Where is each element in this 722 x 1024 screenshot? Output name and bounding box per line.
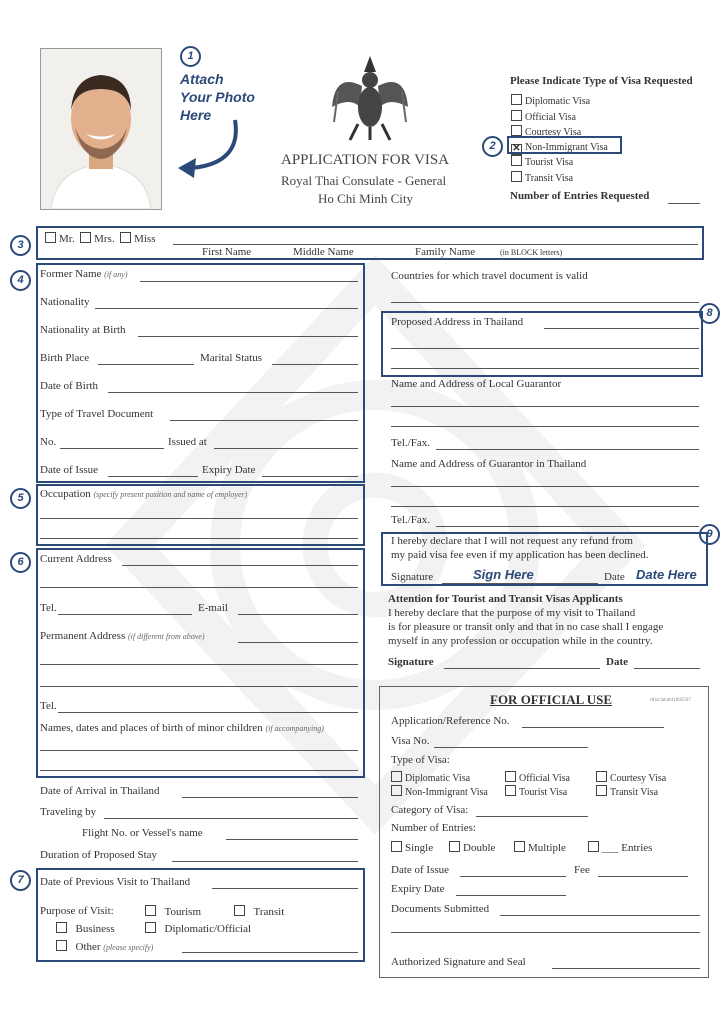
family-name-label: Family Name [415,246,476,258]
step-2-badge: 2 [482,136,503,157]
photo-hint-text: Attach Your Photo Here [180,71,255,123]
category-field[interactable] [476,816,588,817]
attention-date-field[interactable] [634,668,700,669]
visa-option-tourist[interactable]: Tourist Visa [511,155,608,171]
fee-label: Fee [574,864,590,876]
official-type-label: Type of Visa: [391,754,450,766]
official-courtesy-checkbox[interactable]: Courtesy Visa [596,771,666,784]
documents-label: Documents Submitted [391,903,490,915]
category-label: Category of Visa: [391,804,469,816]
official-use-heading: FOR OFFICIAL USE [490,692,613,707]
thai-guarantor-tel-field[interactable] [436,526,699,527]
entries-requested-field[interactable] [668,203,700,204]
children-note: (if accompanying) [265,724,324,733]
expiry-date-field[interactable] [262,476,358,477]
consulate-city: Ho Chi Minh City [318,191,413,206]
documents-field-2[interactable] [391,932,700,933]
date-of-issue-field[interactable] [108,476,198,477]
garuda-emblem-icon [330,52,410,142]
former-name-label: Former Name [40,268,102,280]
official-entries-label: Number of Entries: [391,822,476,834]
traveling-by-field[interactable] [104,818,358,819]
proposed-address-field-3[interactable] [391,368,699,369]
visa-no-label: Visa No. [391,735,430,747]
arrival-date-field[interactable] [182,797,358,798]
permanent-address-field-3[interactable] [40,686,358,687]
attention-signature-label: Signature [388,656,434,668]
dob-field[interactable] [108,392,358,393]
nationality-label: Nationality [40,296,90,308]
official-official-checkbox[interactable]: Official Visa [505,771,570,784]
traveling-by-label: Traveling by [40,806,97,818]
form-title: APPLICATION FOR VISA [281,152,450,168]
block-letters-note: (in BLOCK letters) [500,248,563,257]
permanent-address-field-2[interactable] [40,664,358,665]
selected-visa-highlight [507,136,622,154]
thai-guarantor-field-2[interactable] [391,506,699,507]
permanent-tel-field[interactable] [58,712,358,713]
marital-status-label: Marital Status [200,352,263,364]
nationality-at-birth-label: Nationality at Birth [40,324,126,336]
tel-label: Tel. [40,602,57,614]
official-expiry-label: Expiry Date [391,883,445,895]
marital-status-field[interactable] [272,364,358,365]
visa-option-courtesy[interactable]: Courtesy Visa [511,125,608,141]
step-3-badge: 3 [10,235,31,256]
declaration-line-2: my paid visa fee even if my application has been declined. [391,549,649,561]
birth-place-field[interactable] [98,364,194,365]
title-options [45,232,155,245]
official-non-immigrant-checkbox[interactable]: Non-Immigrant Visa [391,785,488,798]
arrival-date-label: Date of Arrival in Thailand [40,785,160,797]
full-name-field[interactable] [173,244,698,245]
title-miss-checkbox[interactable]: Miss [120,233,155,245]
purpose-diplomatic-checkbox[interactable]: Diplomatic/Official [145,922,251,935]
permanent-tel-label: Tel. [40,700,57,712]
proposed-address-field-2[interactable] [391,348,699,349]
declaration-line-1: I hereby declare that I will not request any refund from [391,535,633,547]
entries-requested-label: Number of Entries Requested [510,190,650,202]
entries-multiple-checkbox[interactable]: Multiple [514,841,566,854]
previous-visit-label: Date of Previous Visit to Thailand [40,876,191,888]
step-7-badge: 7 [10,870,31,891]
previous-visit-field[interactable] [212,888,358,889]
ref-no-label: Application/Reference No. [391,715,510,727]
visa-option-diplomatic[interactable]: Diplomatic Visa [511,94,608,110]
official-date-issue-field[interactable] [460,876,566,877]
declaration-date-label: Date [604,571,625,583]
children-label: Names, dates and places of birth of minor children [40,722,263,734]
authorized-signature-field[interactable] [552,968,700,969]
authorized-signature-label: Authorized Signature and Seal [391,956,526,968]
step-1-badge: 1 [180,46,201,67]
visa-type-heading: Please Indicate Type of Visa Requested [510,75,693,87]
purpose-other-field[interactable] [182,952,358,953]
declaration-signature-field[interactable] [442,583,598,584]
step-4-badge: 4 [10,270,31,291]
flight-no-field[interactable] [226,839,358,840]
dob-label: Date of Birth [40,380,99,392]
travel-doc-label: Type of Travel Document [40,408,154,420]
issued-at-field[interactable] [214,448,358,449]
title-mr-checkbox[interactable]: Mr. [45,233,75,245]
permanent-address-field-1[interactable] [238,642,358,643]
countries-label: Countries for which travel document is valid [391,270,588,282]
local-guarantor-field-1[interactable] [391,406,699,407]
former-name-field[interactable] [140,281,358,282]
duration-label: Duration of Proposed Stay [40,849,158,861]
visa-option-non-immigrant[interactable]: ✕ Non-Immigrant Visa [512,141,608,154]
title-mrs-checkbox[interactable]: Mrs. [80,233,114,245]
flight-no-label: Flight No. or Vessel's name [82,827,203,839]
visa-no-field[interactable] [434,747,588,748]
attention-line-1: I hereby declare that the purpose of my visit to Thailand [388,607,636,619]
purpose-transit-checkbox[interactable]: Transit [234,905,284,918]
purpose-business-checkbox[interactable]: Business [56,922,115,935]
attention-heading: Attention for Tourist and Transit Visas Applicants [388,593,623,605]
duration-field[interactable] [172,861,358,862]
person-photo-icon [41,49,161,209]
date-here-hint: Date Here [636,567,697,582]
official-transit-checkbox[interactable]: Transit Visa [596,785,658,798]
attention-signature-field[interactable] [444,668,600,669]
email-label: E-mail [198,602,228,614]
expiry-date-label: Expiry Date [202,464,256,476]
proposed-address-label: Proposed Address in Thailand [391,316,524,328]
permanent-address-note: (if different from above) [127,632,205,641]
attention-date-label: Date [606,656,628,668]
step-9-badge: 9 [699,524,720,545]
children-field-1[interactable] [40,750,358,751]
current-address-field-1[interactable] [122,565,358,566]
sign-here-hint: Sign Here [473,567,534,582]
local-guarantor-label: Name and Address of Local Guarantor [391,378,562,390]
official-tourist-checkbox[interactable]: Tourist Visa [505,785,567,798]
local-guarantor-tel-label: Tel./Fax. [391,437,430,449]
middle-name-label: Middle Name [293,246,354,258]
email-field[interactable] [238,614,358,615]
attention-line-2: is for pleasure or transit only and that in no case shall I engage [388,621,664,633]
attention-line-3: myself in any profession or occupation while in the country. [388,635,653,647]
occupation-field-2[interactable] [40,538,358,539]
arrow-icon [170,118,245,183]
official-code: rtfsrclahnhf1892507 [650,698,691,703]
address-section [36,548,365,778]
thai-guarantor-field-1[interactable] [391,486,699,487]
official-diplomatic-checkbox[interactable]: Diplomatic Visa [391,771,470,784]
doc-number-field[interactable] [60,448,164,449]
entries-single-checkbox[interactable]: Single [391,841,433,854]
issued-at-label: Issued at [168,436,207,448]
step-6-badge: 6 [10,552,31,573]
former-name-note: (if any) [104,270,128,279]
birth-place-label: Birth Place [40,352,90,364]
current-address-field-2[interactable] [40,587,358,588]
purpose-label: Purpose of Visit: [40,905,114,917]
step-8-badge: 8 [699,303,720,324]
entries-count-checkbox[interactable]: ___ Entries [588,841,652,854]
tel-field[interactable] [58,614,192,615]
consulate-name: Royal Thai Consulate - General [281,173,447,188]
proposed-address-field-1[interactable] [544,328,699,329]
thai-guarantor-tel-label: Tel./Fax. [391,514,430,526]
permanent-address-label: Permanent Address [40,630,126,642]
date-of-issue-label: Date of Issue [40,464,99,476]
children-field-2[interactable] [40,770,358,771]
nationality-field[interactable] [95,308,358,309]
nationality-at-birth-field[interactable] [138,336,358,337]
countries-field[interactable] [391,302,699,303]
first-name-label: First Name [202,246,252,258]
step-5-badge: 5 [10,488,31,509]
purpose-other-checkbox[interactable]: Other (please specify) [56,940,153,953]
visa-option-transit[interactable]: Transit Visa [511,171,608,187]
local-guarantor-field-2[interactable] [391,426,699,427]
official-expiry-field[interactable] [456,895,566,896]
occupation-field-1[interactable] [40,518,358,519]
declaration-signature-label: Signature [391,571,434,583]
doc-number-label: No. [40,436,57,448]
occupation-label: Occupation [40,488,91,500]
ref-no-field[interactable] [522,727,664,728]
local-guarantor-tel-field[interactable] [436,449,699,450]
current-address-label: Current Address [40,553,112,565]
entries-double-checkbox[interactable]: Double [449,841,495,854]
applicant-photo[interactable] [40,48,162,210]
visa-option-official[interactable]: Official Visa [511,110,608,126]
occupation-note: (specify present position and name of employer) [93,490,248,499]
purpose-tourism-checkbox[interactable]: Tourism [145,905,201,918]
official-date-issue-label: Date of Issue [391,864,450,876]
thai-guarantor-label: Name and Address of Guarantor in Thailand [391,458,587,470]
fee-field[interactable] [598,876,688,877]
documents-field-1[interactable] [500,915,700,916]
travel-doc-field[interactable] [170,420,358,421]
